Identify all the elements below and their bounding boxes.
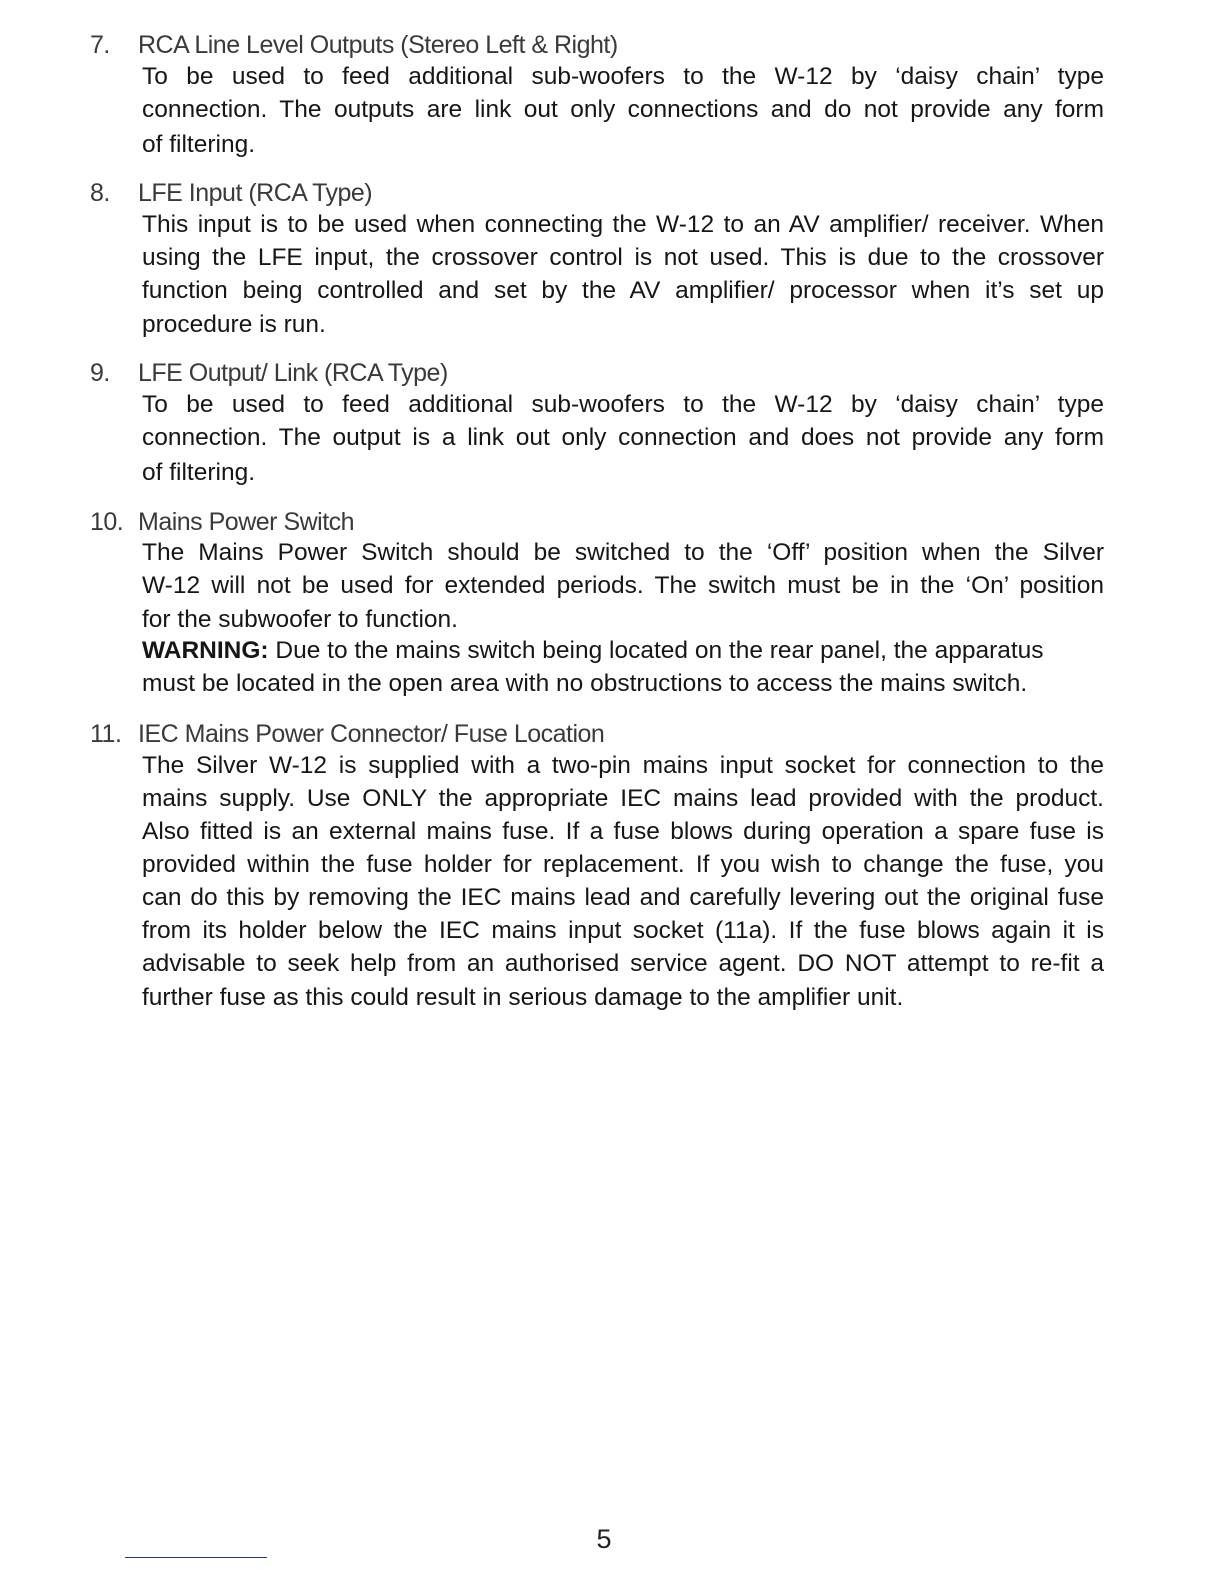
body-line: The Mains Power Switch should be switched to the ‘Off’ position when the Silver (142, 539, 1104, 566)
body-line: This input is to be used when connecting the W-12 to an AV amplifier/ receiver. When (142, 211, 1104, 238)
body-line: using the LFE input, the crossover control is not used. This is due to the crossover (142, 244, 1104, 271)
item-title: RCA Line Level Outputs (Stereo Left & Right) (138, 31, 618, 59)
footer-divider (125, 1557, 267, 1558)
item-title: LFE Output/ Link (RCA Type) (138, 359, 448, 387)
warning-text: Due to the mains switch being located on the rear panel, the apparatus (268, 637, 1044, 664)
body-line: To be used to feed additional sub-woofers to the W-12 by ‘daisy chain’ type (142, 391, 1104, 418)
body-line: connection. The outputs are link out only connections and do not provide any form (142, 96, 1104, 123)
body-line: mains supply. Use ONLY the appropriate IEC mains lead provided with the product. (142, 785, 1104, 812)
body-line: W-12 will not be used for extended periods. The switch must be in the ‘On’ position (142, 572, 1104, 599)
body-line: To be used to feed additional sub-woofers to the W-12 by ‘daisy chain’ type (142, 63, 1104, 90)
item-number: 9. (90, 359, 110, 387)
body-line: connection. The output is a link out only connection and does not provide any form (142, 424, 1104, 451)
body-line: provided within the fuse holder for replacement. If you wish to change the fuse, you (142, 851, 1104, 878)
item-title: LFE Input (RCA Type) (138, 179, 373, 207)
item-title: Mains Power Switch (138, 508, 355, 536)
body-line: advisable to seek help from an authorised service agent. DO NOT attempt to re-fit a (142, 950, 1104, 977)
item-number: 8. (90, 179, 110, 207)
body-line: of filtering. (142, 459, 256, 486)
warning-label: WARNING: (142, 637, 269, 664)
body-line: from its holder below the IEC mains input socket (11a). If the fuse blows again it is (142, 917, 1104, 944)
body-line: The Silver W-12 is supplied with a two-pin mains input socket for connection to the (142, 752, 1104, 779)
item-number: 10. (90, 508, 124, 536)
body-line: for the subwoofer to function. (142, 606, 458, 633)
warning-line (142, 634, 1104, 667)
body-line: can do this by removing the IEC mains lead and carefully levering out the original fuse (142, 884, 1104, 911)
body-line: of filtering. (142, 131, 256, 158)
body-line: must be located in the open area with no obstructions to access the mains switch. (142, 670, 1028, 697)
body-line: procedure is run. (142, 311, 326, 338)
body-line: further fuse as this could result in serious damage to the amplifier unit. (142, 984, 904, 1011)
item-title: IEC Mains Power Connector/ Fuse Location (138, 720, 605, 748)
body-line: function being controlled and set by the AV amplifier/ processor when it’s set up (142, 277, 1104, 304)
item-number: 11. (90, 720, 122, 748)
body-line: Also fitted is an external mains fuse. If a fuse blows during operation a spare fuse is (142, 818, 1104, 845)
item-number: 7. (90, 31, 110, 59)
page-number: 5 (596, 1524, 612, 1554)
